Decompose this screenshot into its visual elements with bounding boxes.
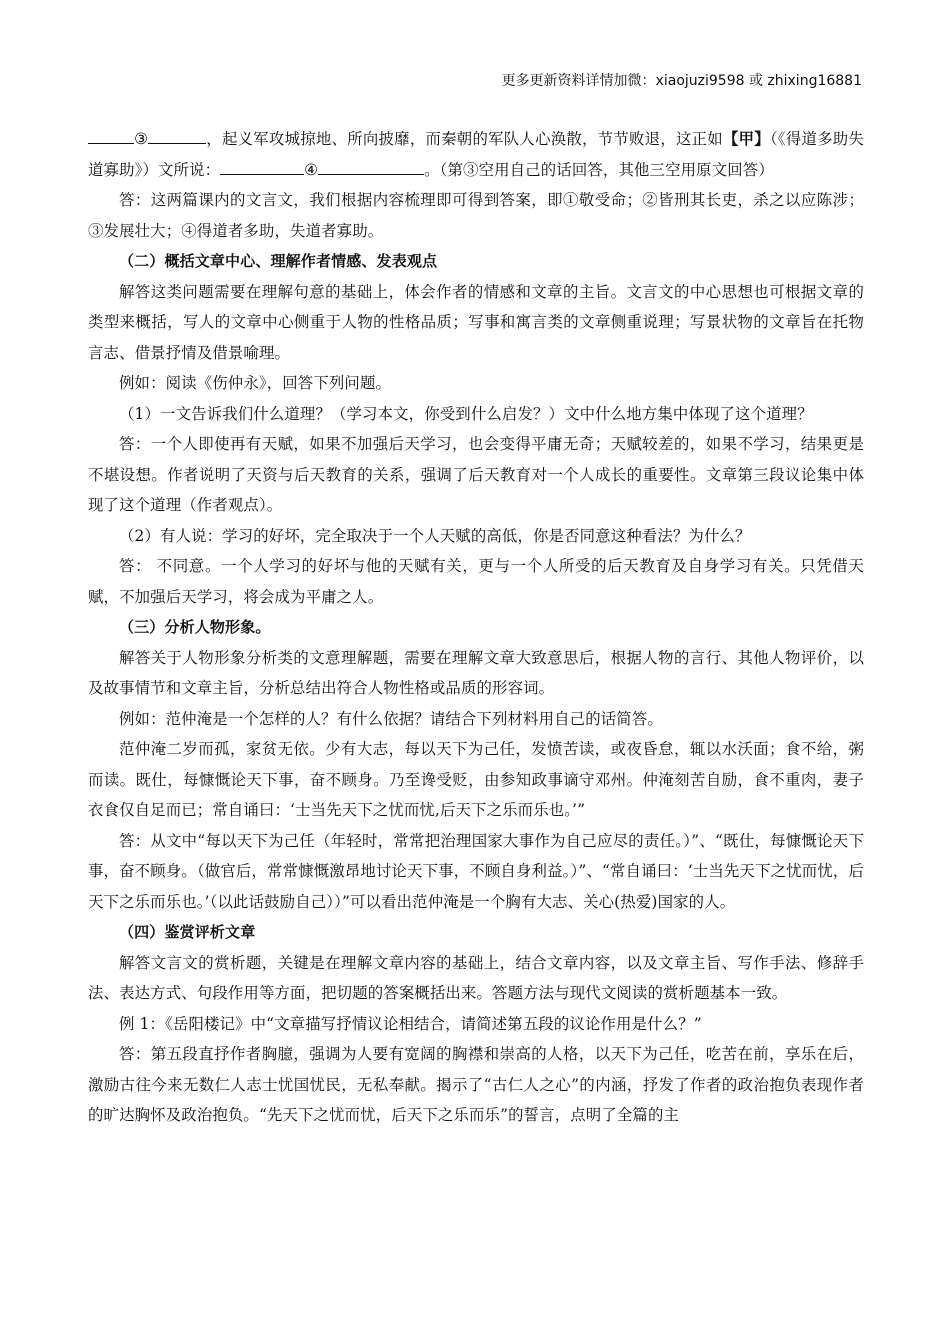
page-header: 更多更新资料详情加微：xiaojuzi9598 或 zhixing16881	[501, 73, 862, 89]
example-paragraph-3: 例 1：《岳阳楼记》中“文章描写抒情议论相结合，请简述第五段的议论作用是什么？”	[119, 1014, 702, 1033]
section-heading-3: （三）分析人物形象。	[119, 618, 271, 636]
blank-3b	[148, 125, 206, 144]
answer-paragraph-5: 答：第五段直抒作者胸臆，强调为人要有宽阔的胸襟和崇高的人格，以天下为己任，吃苦在前，享乐在后，激励古往今来无数仁人志士忧国忧民，无私奉献。揭示了“古仁人之心”的内涵，抒发了作者的政治抱负表现作者的旷达胸怀及政治抱负。“先天下之忧而忧，后天下之乐而乐”的誓言，点明了全篇的主	[88, 1045, 864, 1124]
document-body	[88, 124, 864, 1131]
blank-marker-4: ④	[304, 160, 319, 179]
blank-4a	[220, 156, 304, 175]
question-1: （1）一文告诉我们什么道理？（学习本文，你受到什么启发？）文中什么地方集中体现了这个道理？	[119, 404, 813, 423]
paragraph-method-4: 解答文言文的赏析题，关键是在理解文章内容的基础上，结合文章内容，以及文章主旨、写作手法、修辞手法、表达方式、句段作用等方面，把切题的答案概括出来。答题方法与现代文阅读的赏析题基本一致。	[88, 953, 864, 1002]
blank-marker-3: ③	[134, 130, 149, 148]
fill-blank-text-2: （《得道多助失道寡助》）文所说：	[88, 130, 864, 179]
answer-paragraph-2: 答：一个人即使再有天赋，如果不加强后天学习，也会变得平庸无奇；天赋较差的，如果不学习，结果更是不堪设想。作者说明了天资与后天教育的关系，强调了后天教育对一个人成长的重要性。文章第三段议论集中体现了这个道理（作者观点）。	[88, 435, 864, 514]
question-2: （2）有人说：学习的好坏，完全取决于一个人天赋的高低，你是否同意这种看法？为什么？	[119, 526, 751, 545]
example-paragraph-2: 例如：范仲淹是一个怎样的人？有什么依据？请结合下列材料用自己的话简答。	[119, 709, 663, 728]
material-paragraph: 范仲淹二岁而孤，家贫无依。少有大志，每以天下为己任，发愤苦读，或夜昏怠，辄以水沃面；食不给，粥而读。既仕，每慷慨论天下事，奋不顾身。乃至谗受贬，由参知政事谪守邓州。仲淹刻苦自励，食不重肉，妻子衣食仅自足而已；常自诵曰：‘士当先天下之忧而忧,后天下之乐而乐也。’”	[88, 740, 864, 819]
jia-marker: 【甲】	[722, 130, 770, 148]
paragraph-method-3: 解答关于人物形象分析类的文意理解题，需要在理解文章大致意思后，根据人物的言行、其他人物评价，以及故事情节和文章主旨，分析总结出符合人物性格或品质的形容词。	[88, 648, 864, 697]
answer-paragraph-1: 答：这两篇课内的文言文，我们根据内容梳理即可得到答案，即①敬受命；②皆刑其长吏，杀之以应陈涉；③发展壮大；④得道者多助，失道者寡助。	[88, 191, 864, 240]
answer-paragraph-3: 答： 不同意。一个人学习的好坏与他的天赋有关，更与一个人所受的后天教育及自身学习有关。只凭借天赋，不加强后天学习，将会成为平庸之人。	[88, 557, 864, 606]
example-paragraph-1: 例如：阅读《伤仲永》，回答下列问题。	[119, 374, 392, 392]
fill-blank-text-1: ，起义军攻城掠地、所向披靡，而秦朝的军队人心涣散，节节败退，这正如	[206, 130, 723, 148]
blank-3a	[88, 125, 134, 144]
fill-blank-text-3: 。（第③空用自己的话回答，其他三空用原文回答）	[424, 160, 774, 179]
section-heading-2: （二）概括文章中心、理解作者情感、发表观点	[119, 252, 438, 270]
answer-paragraph-4: 答：从文中“每以天下为己任（年轻时，常常把治理国家大事作为自己应尽的责任。）”、“既仕，每慷慨论天下事，奋不顾身。（做官后，常常慷慨激昂地讨论天下事，不顾自身利益。）”、“常自诵曰：‘士当先天下之忧而忧，后天下之乐而乐也。’（以此话鼓励自己））”可以看出范仲淹是一个胸有大志、关心(热爱)国家的人。	[88, 831, 864, 911]
blank-4b	[318, 156, 424, 175]
paragraph-fill-blank	[88, 124, 864, 185]
section-heading-4: （四）鉴赏评析文章	[119, 923, 256, 941]
paragraph-method-2: 解答这类问题需要在理解句意的基础上，体会作者的情感和文章的主旨。文言文的中心思想也可根据文章的类型来概括，写人的文章中心侧重于人物的性格品质；写事和寓言类的文章侧重说理；写景状物的文章旨在托物言志、借景抒情及借景喻理。	[88, 282, 864, 362]
